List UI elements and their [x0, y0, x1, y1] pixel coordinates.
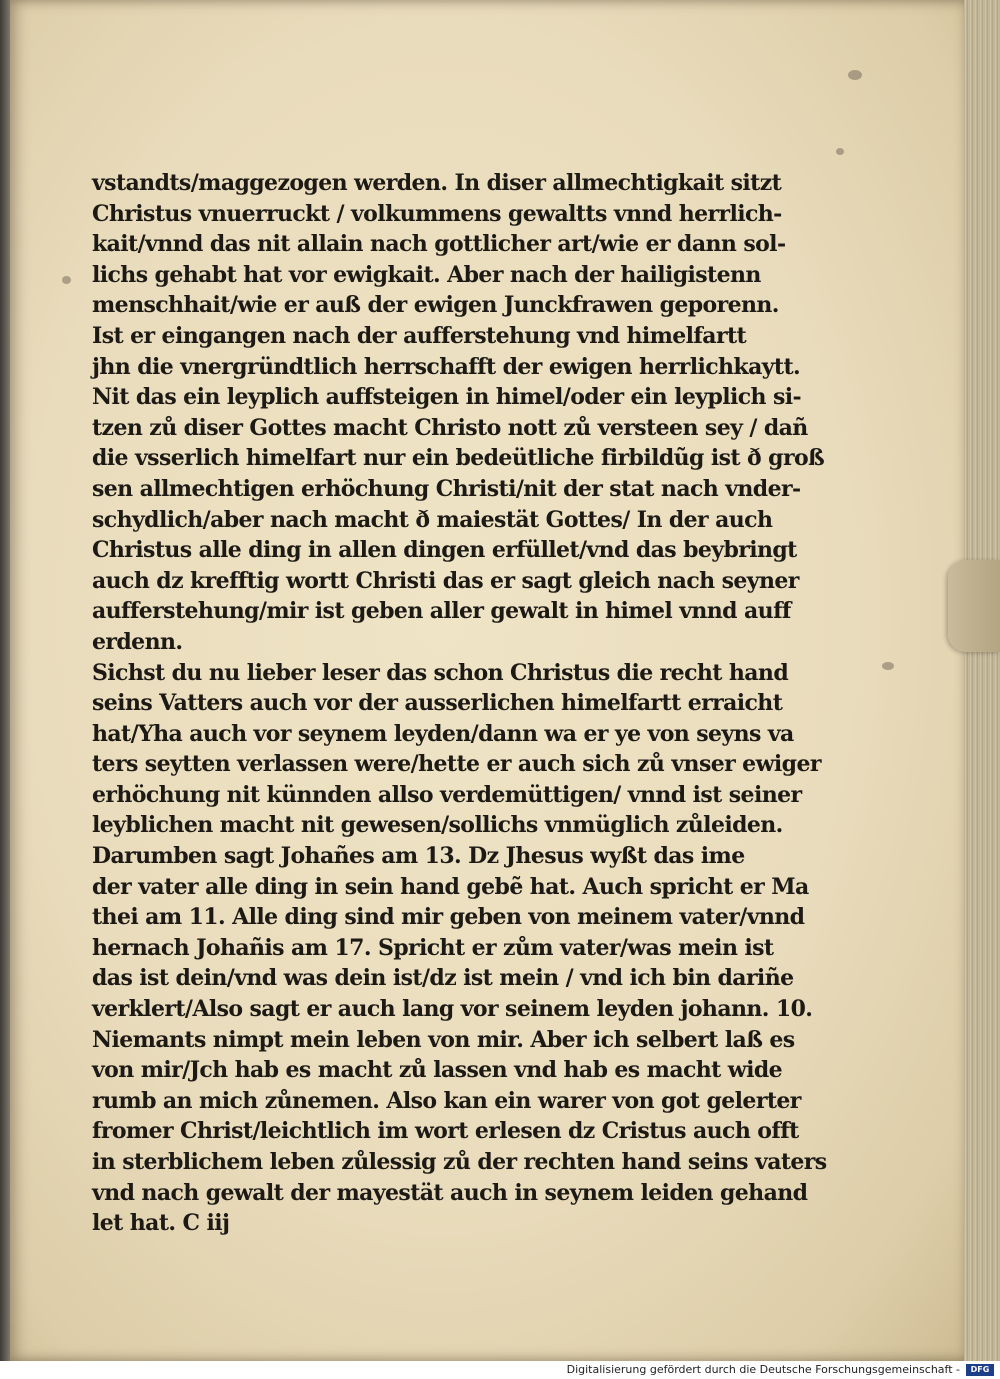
text-line: Niemants nimpt mein leben von mir. Aber ich selbert laß es: [92, 1026, 795, 1053]
text-line: vnd nach gewalt der mayestät auch in seynem leiden gehand: [92, 1179, 808, 1206]
text-line: Nit das ein leyplich auffsteigen in himel/oder ein leyplich si-: [92, 384, 802, 411]
body-text: [92, 168, 827, 1239]
text-line: hernach Johañis am 17. Spricht er zům vater/was mein ist: [92, 934, 774, 961]
text-line: Ist er eingangen nach der aufferstehung vnd himelfartt: [92, 322, 747, 349]
paper-page: [10, 0, 968, 1361]
ink-spot: [848, 70, 862, 80]
bookmark-tab: [948, 560, 1000, 652]
text-line: let hat. C iij: [92, 1210, 230, 1237]
text-line: sen allmechtigen erhöchung Christi/nit der stat nach vnder-: [92, 475, 801, 502]
text-line: der vater alle ding in sein hand gebẽ hat. Auch spricht er Ma: [92, 873, 809, 900]
text-line: Christus vnuerruckt / volkummens gewaltts vnnd herrlich-: [92, 200, 782, 227]
ink-spot: [882, 662, 894, 670]
text-line: jhn die vnergründtlich herrschafft der ewigen herrlichkaytt.: [92, 353, 801, 380]
text-line: menschhait/wie er auß der ewigen Junckfrawen geporenn.: [92, 292, 779, 319]
text-line: Christus alle ding in allen dingen erfüllet/vnd das beybringt: [92, 537, 797, 564]
text-line: von mir/Jch hab es macht zů lassen vnd hab es macht wide: [92, 1057, 783, 1084]
text-line: verklert/Also sagt er auch lang vor seinem leyden johann. 10.: [92, 996, 813, 1023]
ink-spot: [836, 148, 844, 155]
text-line: aufferstehung/mir ist geben aller gewalt in himel vnnd auff: [92, 598, 791, 625]
text-line: rumb an mich zůnemen. Also kan ein warer von got gelerter: [92, 1087, 801, 1114]
text-line: schydlich/aber nach macht ð maiestät Gottes/ In der auch: [92, 506, 773, 533]
text-line: Darumben sagt Johañes am 13. Dz Jhesus wyßt das ime: [92, 843, 745, 870]
text-line: leyblichen macht nit gewesen/sollichs vnmüglich zůleiden.: [92, 812, 783, 839]
page-fore-edge: [964, 0, 1000, 1361]
text-line: kait/vnnd das nit allain nach gottlicher art/wie er dann sol-: [92, 231, 786, 258]
text-line: hat/Yha auch vor seynem leyden/dann wa er ye von seyns va: [92, 720, 794, 747]
text-line: fromer Christ/leichtlich im wort erlesen dz Cristus auch offt: [92, 1118, 799, 1145]
text-line: ters seytten verlassen were/hette er auch sich zů vnser ewiger: [92, 751, 821, 778]
text-line: tzen zů diser Gottes macht Christo nott zů versteen sey / dañ: [92, 414, 808, 441]
text-line: in sterblichem leben zůlessig zů der rechten hand seins vaters: [92, 1149, 827, 1175]
text-line: seins Vatters auch vor der ausserlichen himelfartt erraicht: [92, 690, 783, 717]
text-line: vstandts/maggezogen werden. In diser allmechtigkait sitzt: [92, 170, 782, 196]
text-line: die vsserlich himelfart nur ein bedeütliche firbildũg ist ð groß: [92, 445, 825, 472]
footer-credit: Digitalisierung gefördert durch die Deutsche Forschungsgemeinschaft -: [566, 1363, 960, 1376]
text-line: lichs gehabt hat vor ewigkait. Aber nach der hailigistenn: [92, 261, 761, 288]
text-line: erdenn.: [92, 628, 183, 655]
ink-spot: [62, 276, 71, 284]
text-line: erhöchung nit künnden allsо verdemüttigen/ vnnd ist seiner: [92, 781, 802, 808]
text-line: das ist dein/vnd was dein ist/dz ist mein / vnd ich bin dariñe: [92, 965, 794, 992]
dfg-logo-icon: DFG: [966, 1364, 994, 1376]
digitization-footer: [0, 1361, 1000, 1379]
text-line: Sichst du nu lieber leser das schon Christus die recht hand: [92, 659, 789, 686]
text-line: auch dz krefftig wortt Christi das er sagt gleich nach seyner: [92, 567, 799, 594]
text-line: thei am 11. Alle ding sind mir geben von meinem vater/vnnd: [92, 904, 805, 931]
